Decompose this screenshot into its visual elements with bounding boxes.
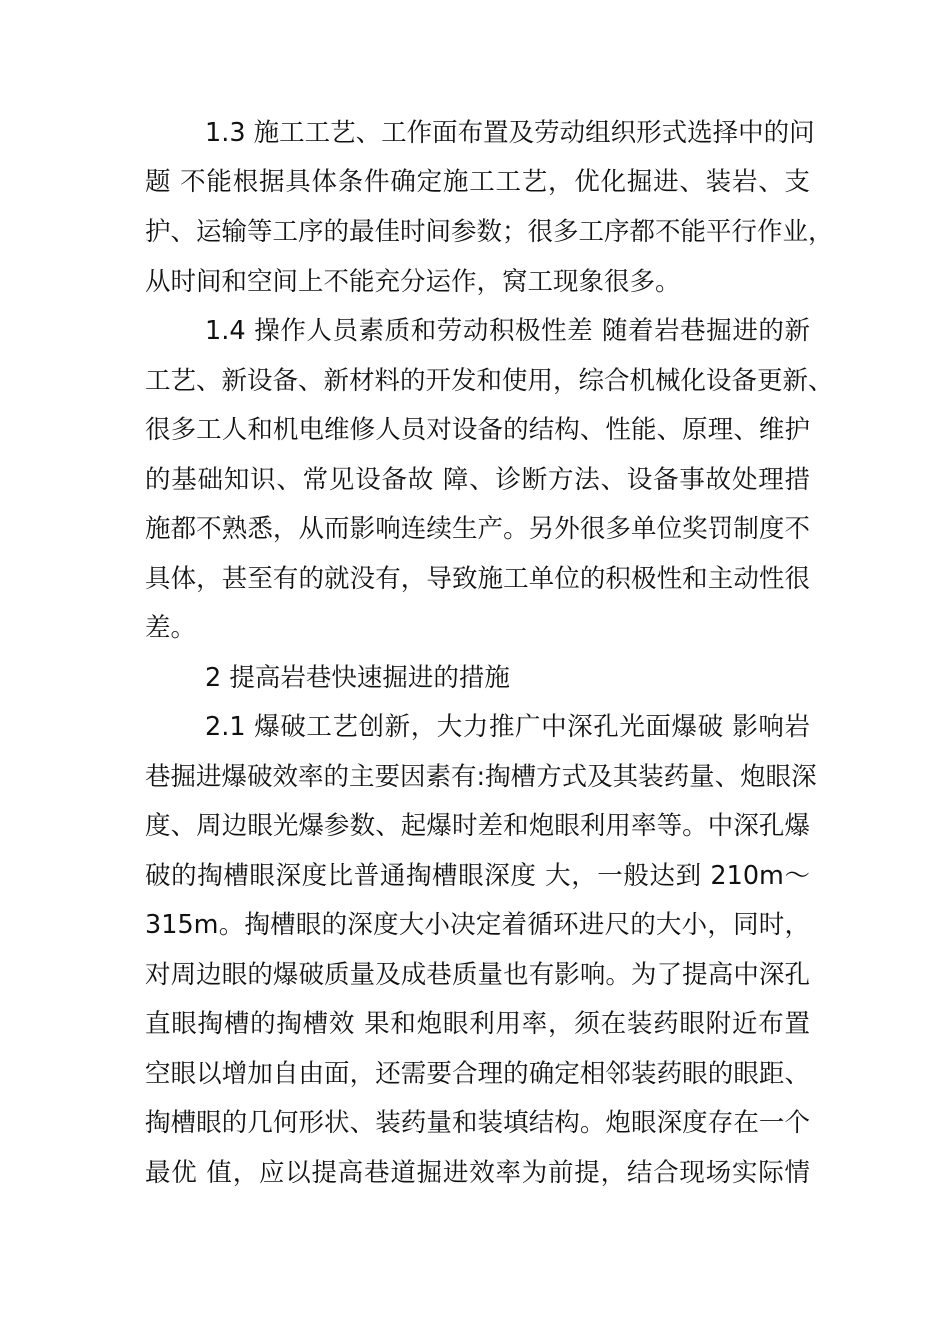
text-line: 1.3 施工工艺、工作面布置及劳动组织形式选择中的问 <box>205 118 815 148</box>
text-line: 315m。掏槽眼的深度大小决定着循环进尺的大小，同时， <box>145 910 810 940</box>
text-line: 工艺、新设备、新材料的开发和使用，综合机械化设备更新、 <box>145 366 834 396</box>
text-line: 题 不能根据具体条件确定施工工艺，优化掘进、装岩、支 <box>145 167 810 197</box>
text-line: 巷掘进爆破效率的主要因素有:掏槽方式及其装药量、炮眼深 <box>145 762 817 792</box>
text-line: 1.4 操作人员素质和劳动积极性差 随着岩巷掘进的新 <box>205 316 810 346</box>
text-line: 度、周边眼光爆参数、起爆时差和炮眼利用率等。中深孔爆 <box>145 811 810 841</box>
text-line: 的基础知识、常见设备故 障、诊断方法、设备事故处理措 <box>145 465 810 495</box>
text-line: 具体，甚至有的就没有，导致施工单位的积极性和主动性很 <box>145 564 810 594</box>
text-line: 差。 <box>145 613 197 643</box>
text-line: 2.1 爆破工艺创新，大力推广中深孔光面爆破 影响岩 <box>205 712 810 742</box>
text-line: 最优 值，应以提高巷道掘进效率为前提，结合现场实际情 <box>145 1158 810 1188</box>
text-line: 护、运输等工序的最佳时间参数；很多工序都不能平行作业， <box>145 217 834 247</box>
text-line: 空眼以增加自由面，还需要合理的确定相邻装药眼的眼距、 <box>145 1059 810 1089</box>
text-line: 施都不熟悉，从而影响连续生产。另外很多单位奖罚制度不 <box>145 514 810 544</box>
text-line: 掏槽眼的几何形状、装药量和装填结构。炮眼深度存在一个 <box>145 1108 810 1138</box>
text-line: 很多工人和机电维修人员对设备的结构、性能、原理、维护 <box>145 415 810 445</box>
text-line: 从时间和空间上不能充分运作，窝工现象很多。 <box>145 267 681 297</box>
text-line: 直眼掏槽的掏槽效 果和炮眼利用率，须在装药眼附近布置 <box>145 1009 810 1039</box>
section-heading: 2 提高岩巷快速掘进的措施 <box>205 663 510 693</box>
text-line: 对周边眼的爆破质量及成巷质量也有影响。为了提高中深孔 <box>145 960 810 990</box>
text-line: 破的掏槽眼深度比普通掏槽眼深度 大，一般达到 210m～ <box>145 861 810 891</box>
